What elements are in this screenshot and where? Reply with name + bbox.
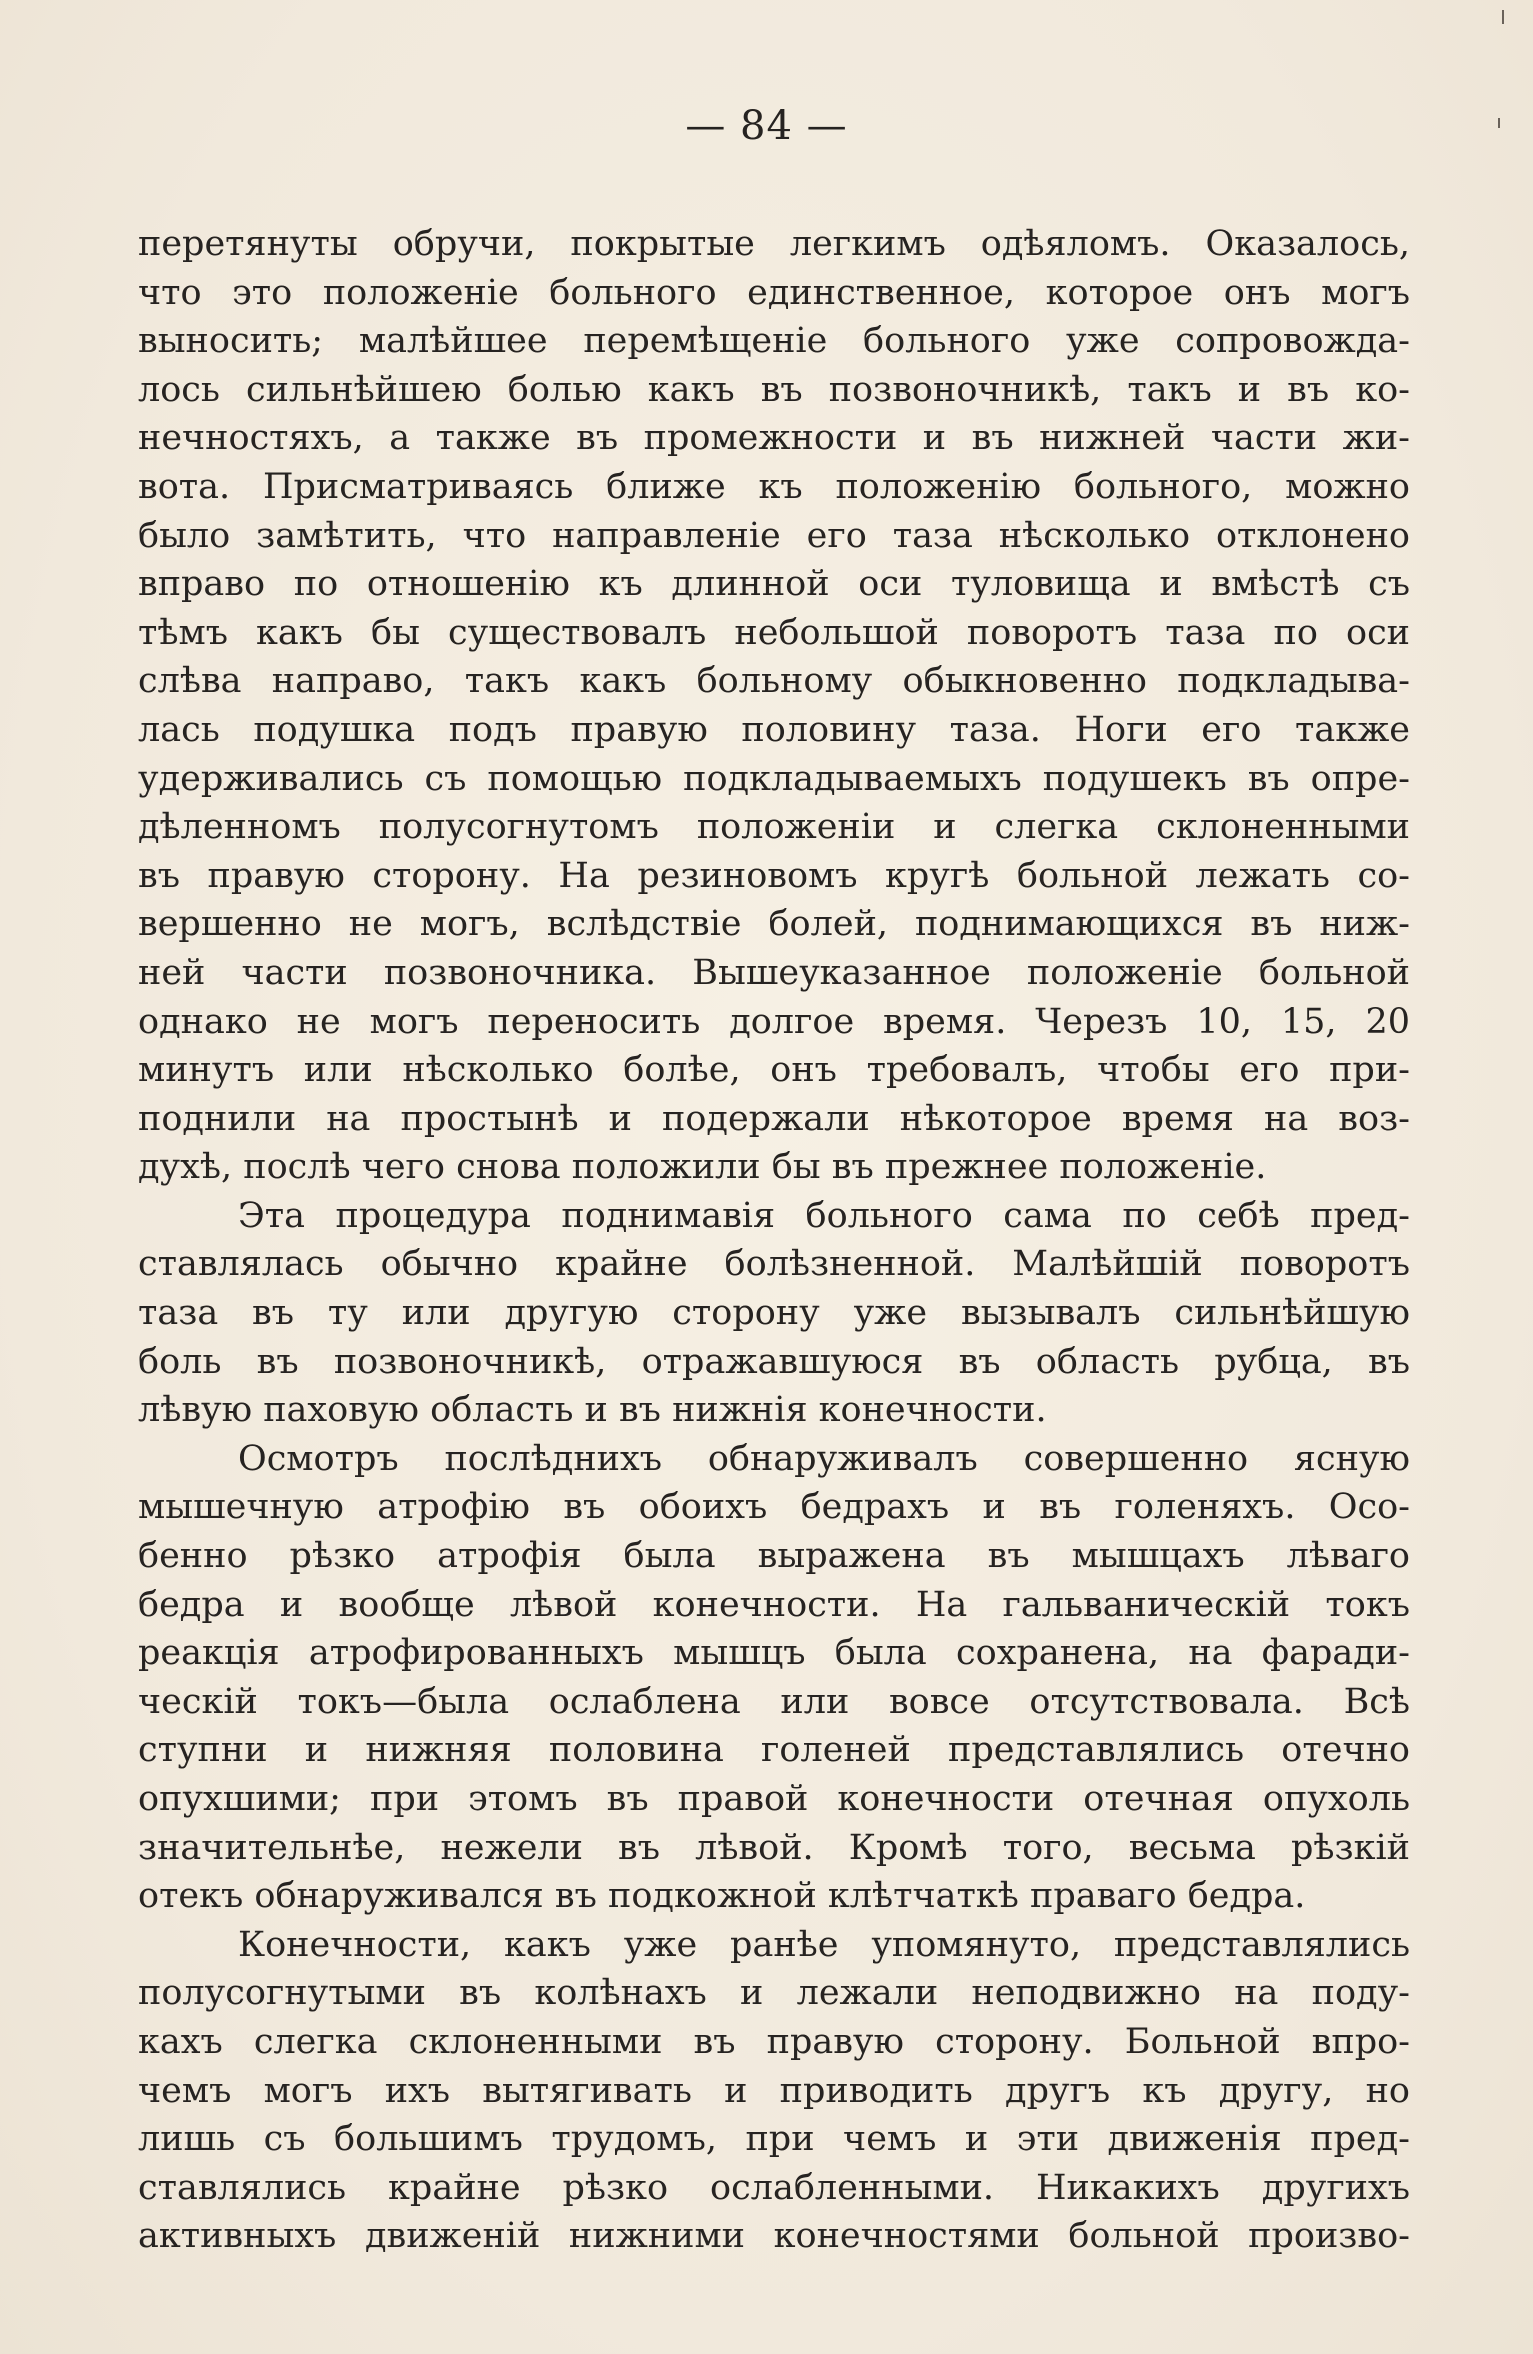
text-line: ней части позвоночника. Вышеуказанное положеніе больной — [138, 952, 1410, 993]
page-number: — 84 — — [685, 103, 848, 149]
text-line: Эта процедура поднимавія больного сама по себѣ пред- — [238, 1195, 1410, 1236]
body-text — [138, 220, 1410, 2261]
margin-mark — [1498, 118, 1500, 128]
text-line: дѣленномъ полусогнутомъ положеніи и слегка склоненными — [138, 807, 1410, 848]
text-line: лось сильнѣйшею болью какъ въ позвоночникѣ, такъ и въ ко- — [138, 369, 1410, 410]
text-line: ставлялись крайне рѣзко ослабленными. Никакихъ другихъ — [138, 2167, 1410, 2208]
text-line: однако не могъ переносить долгое время. Черезъ 10, 15, 20 — [138, 1001, 1410, 1042]
text-line: кахъ слегка склоненными въ правую сторону. Больной впро- — [138, 2021, 1410, 2062]
text-line: лишь съ большимъ трудомъ, при чемъ и эти движенія пред- — [138, 2119, 1410, 2160]
text-line: бедра и вообще лѣвой конечности. На гальваническій токъ — [138, 1584, 1410, 1625]
text-line: вершенно не могъ, вслѣдствіе болей, поднимающихся въ ниж- — [138, 904, 1410, 945]
text-line: въ правую сторону. На резиновомъ кругѣ больной лежать со- — [138, 855, 1410, 896]
text-line: вота. Присматриваясь ближе къ положенію больного, можно — [138, 466, 1410, 507]
text-line: мышечную атрофію въ обоихъ бедрахъ и въ голеняхъ. Осо- — [138, 1487, 1410, 1528]
text-line: Осмотръ послѣднихъ обнаруживалъ совершенно ясную — [238, 1438, 1410, 1479]
text-line: удерживались съ помощью подкладываемыхъ подушекъ въ опре- — [138, 758, 1410, 799]
text-line: отекъ обнаруживался въ подкожной клѣтчаткѣ праваго бедра. — [138, 1876, 1306, 1917]
text-line: таза въ ту или другую сторону уже вызывалъ сильнѣйшую — [138, 1293, 1410, 1334]
text-line: полусогнутыми въ колѣнахъ и лежали неподвижно на поду- — [138, 1973, 1410, 2014]
text-line: что это положеніе больного единственное, которое онъ могъ — [138, 272, 1410, 313]
text-line: вправо по отношенію къ длинной оси туловища и вмѣстѣ съ — [138, 564, 1410, 605]
text-line: лась подушка подъ правую половину таза. Ноги его также — [138, 709, 1410, 750]
text-line: Конечности, какъ уже ранѣе упомянуто, представлялись — [238, 1924, 1410, 1965]
text-line: духѣ, послѣ чего снова положили бы въ прежнее положеніе. — [138, 1147, 1267, 1188]
text-line: ческій токъ—была ослаблена или вовсе отсутствовала. Всѣ — [138, 1681, 1410, 1722]
text-line: слѣва направо, такъ какъ больному обыкновенно подкладыва- — [138, 661, 1410, 702]
text-line: тѣмъ какъ бы существовалъ небольшой поворотъ таза по оси — [138, 612, 1410, 653]
text-line: было замѣтить, что направленіе его таза нѣсколько отклонено — [138, 515, 1410, 556]
text-line: боль въ позвоночникѣ, отражавшуюся въ область рубца, въ — [138, 1341, 1410, 1382]
text-line: лѣвую паховую область и въ нижнія конечности. — [138, 1390, 1047, 1431]
text-line: бенно рѣзко атрофія была выражена въ мышцахъ лѣваго — [138, 1536, 1410, 1577]
text-line: нечностяхъ, а также въ промежности и въ нижней части жи- — [138, 418, 1410, 459]
text-line: минутъ или нѣсколько болѣе, онъ требовалъ, чтобы его при- — [138, 1050, 1410, 1091]
margin-mark — [1502, 10, 1504, 24]
text-line: ставлялась обычно крайне болѣзненной. Малѣйшій поворотъ — [138, 1244, 1410, 1285]
text-line: опухшими; при этомъ въ правой конечности отечная опухоль — [138, 1779, 1410, 1819]
text-line: ступни и нижняя половина голеней представлялись отечно — [138, 1730, 1410, 1771]
text-line: реакція атрофированныхъ мышцъ была сохранена, на фаради- — [138, 1633, 1410, 1674]
text-line: чемъ могъ ихъ вытягивать и приводить другъ къ другу, но — [138, 2070, 1410, 2111]
text-line: перетянуты обручи, покрытые легкимъ одѣяломъ. Оказалось, — [138, 224, 1410, 264]
text-line: активныхъ движеній нижними конечностями больной произво- — [138, 2216, 1410, 2257]
text-line: поднили на простынѣ и подержали нѣкоторое время на воз- — [138, 1098, 1410, 1139]
text-line: выносить; малѣйшее перемѣщеніе больного уже сопровожда- — [138, 321, 1410, 362]
text-line: значительнѣе, нежели въ лѣвой. Кромѣ того, весьма рѣзкій — [138, 1827, 1410, 1868]
